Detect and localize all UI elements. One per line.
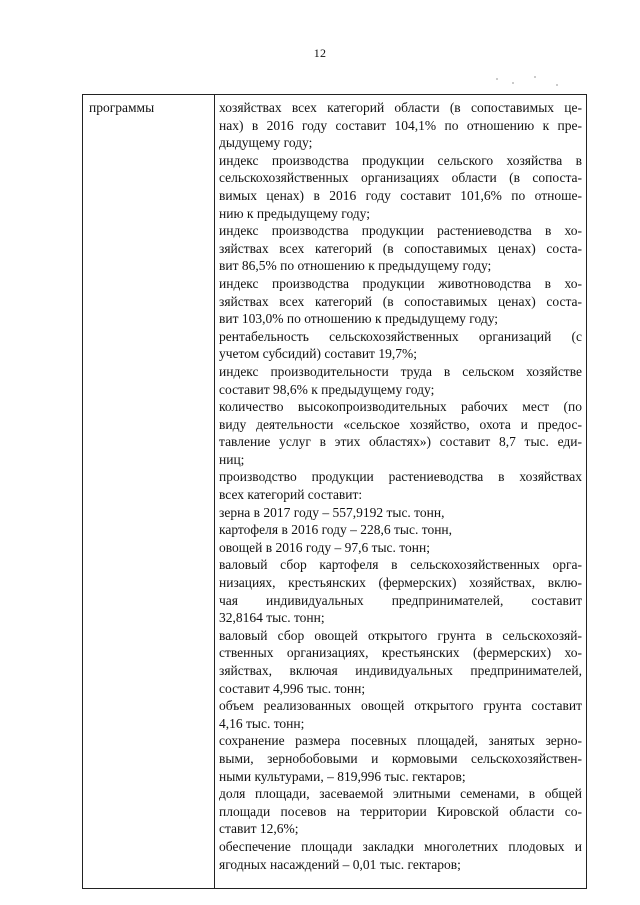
scan-speck [534, 76, 536, 78]
text-line: ниц; [219, 451, 245, 467]
column-divider [214, 95, 215, 888]
text-line: объем реализованных овощей открытого грунта составит [219, 698, 582, 714]
text-line: вит 103,0% по отношению к предыдущему году; [219, 311, 499, 327]
text-line: учетом субсидий) составит 19,7%; [219, 346, 417, 362]
text-line: зяйствах, включая индивидуальных предпринимателей, [219, 663, 582, 678]
text-line: составит 4,996 тыс. тонн; [219, 680, 366, 696]
text-line: индекс производства продукции животноводства в хо- [219, 275, 582, 291]
scan-speck [496, 78, 498, 80]
text-line: зерна в 2017 году – 557,9192 тыс. тонн, [219, 504, 445, 520]
text-line: составит 98,6% к предыдущему году; [219, 381, 435, 397]
text-line: низациях, крестьянских (фермерских) хозяйствах, вклю- [219, 575, 582, 591]
text-line: тавление услуг в этих областях») составит 8,7 тыс. еди- [219, 434, 582, 450]
text-line: чая индивидуальных предпринимателей, составит [219, 592, 582, 608]
text-line: 32,8164 тыс. тонн; [219, 610, 325, 626]
text-line: ственных организациях, крестьянских (фермерских) хо- [219, 645, 582, 661]
text-line: валовый сбор картофеля в сельскохозяйственных орга- [219, 557, 582, 573]
left-cell-label: программы [89, 100, 155, 115]
text-line: производство продукции растениеводства в хозяйствах [219, 469, 582, 485]
text-line: 4,16 тыс. тонн; [219, 715, 305, 731]
text-line: доля площади, засеваемой элитными семенами, в общей [219, 786, 582, 802]
text-line: ставит 12,6%; [219, 821, 299, 837]
text-line: картофеля в 2016 году – 228,6 тыс. тонн, [219, 522, 453, 538]
text-line: индекс производства продукции сельского хозяйства в [219, 152, 582, 168]
text-line: ными культурами, – 819,996 тыс. гектаров; [219, 768, 466, 784]
text-line: нию к предыдущему году; [219, 205, 370, 221]
text-line: зяйствах всех категорий (в сопоставимых ценах) соста- [219, 293, 582, 309]
text-line: зяйствах всех категорий (в сопоставимых ценах) соста- [219, 240, 582, 256]
text-line: индекс производительности труда в сельском хозяйстве [219, 363, 582, 379]
text-line: валовый сбор овощей открытого грунта в сельскохозяй- [219, 627, 582, 643]
text-line: вимых ценах) в 2016 году составит 101,6% по отноше- [219, 187, 582, 203]
text-line: дыдущему году; [219, 135, 313, 151]
page-number: 12 [313, 46, 327, 60]
text-line: виду деятельности «сельское хозяйство, охота и предос- [219, 416, 582, 432]
program-table [82, 94, 587, 889]
text-line: вит 86,5% по отношению к предыдущему году; [219, 258, 492, 274]
text-line: площади посевов на территории Кировской области со- [219, 803, 582, 819]
text-line: выми, зернобобовыми и кормовыми сельскохозяйствен- [219, 750, 582, 766]
text-line: нах) в 2016 году составит 104,1% по отношению к пре- [219, 117, 582, 133]
right-cell-content [219, 99, 582, 873]
scan-speck [512, 82, 514, 84]
text-line: сохранение размера посевных площадей, занятых зерно- [219, 733, 582, 749]
text-line: количество высокопроизводительных рабочих мест (по [219, 399, 582, 415]
text-line: всех категорий составит: [219, 487, 363, 503]
scan-speck [556, 84, 558, 86]
text-line: индекс производства продукции растениеводства в хо- [219, 223, 582, 239]
text-line: обеспечение площади закладки многолетних плодовых и [219, 838, 582, 854]
text-line: хозяйствах всех категорий области (в сопоставимых це- [219, 100, 582, 115]
text-line: сельскохозяйственных организациях области (в сопоста- [219, 170, 582, 186]
text-line: овощей в 2016 году – 97,6 тыс. тонн; [219, 539, 430, 555]
text-line: ягодных насаждений – 0,01 тыс. гектаров; [219, 856, 461, 872]
text-line: рентабельность сельскохозяйственных организаций (с [219, 328, 582, 344]
